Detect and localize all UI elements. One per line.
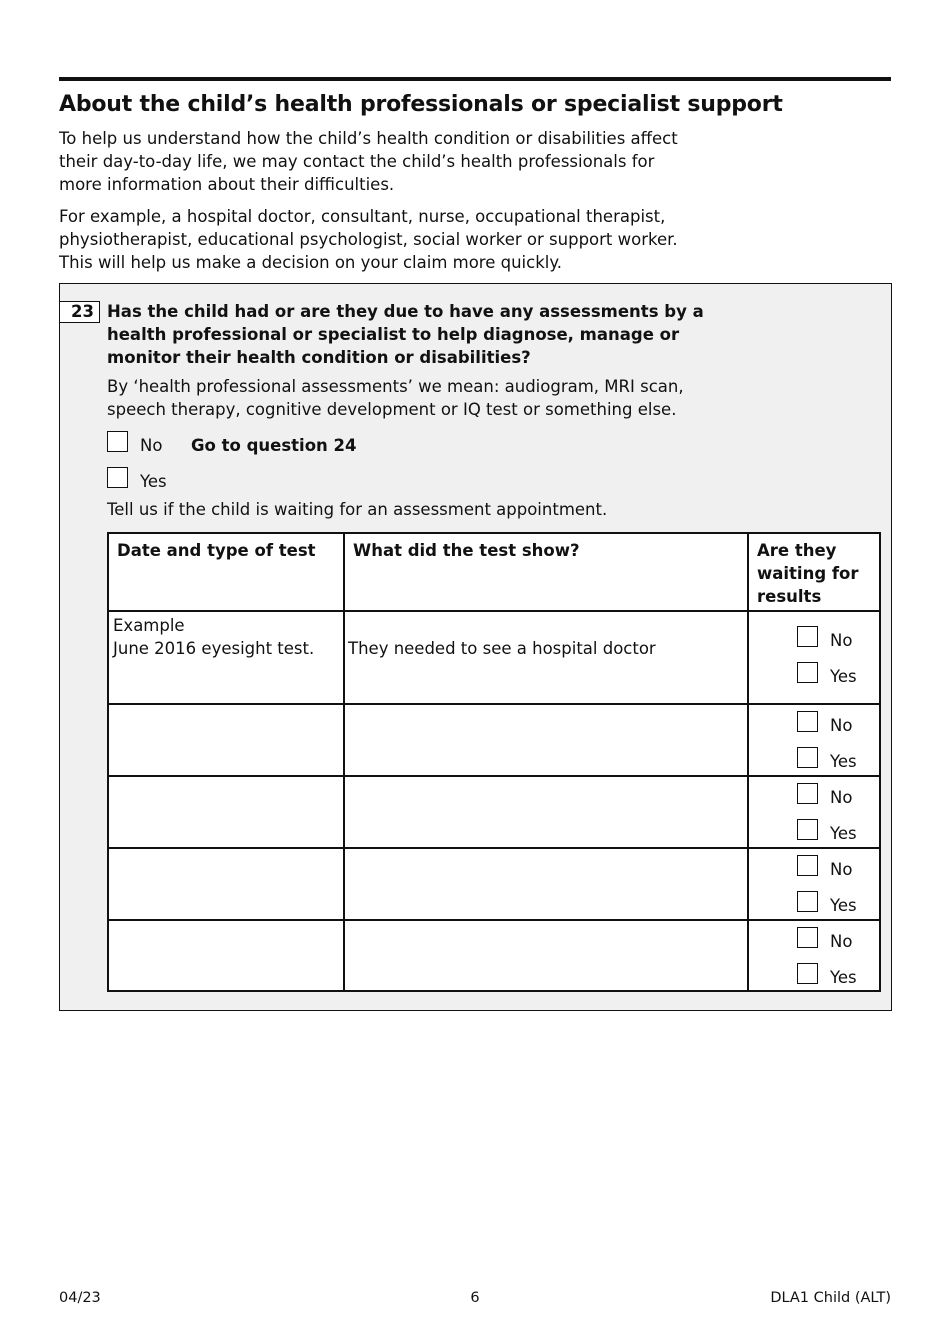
table-column-divider bbox=[747, 532, 749, 992]
question-text: Has the child had or are they due to have any assessments by a health professional or specialist to help diagnose, manage or monitor their health condition or disabilities? bbox=[107, 302, 704, 367]
footer-date-code: 04/23 bbox=[59, 1290, 101, 1306]
example-date-type: June 2016 eyesight test. bbox=[113, 639, 315, 658]
header-waiting-results: Are they waiting for results bbox=[757, 541, 859, 606]
row-1-test-result-cell[interactable] bbox=[345, 704, 747, 775]
row-2-waiting-no-checkbox[interactable] bbox=[797, 783, 818, 804]
table-row-divider bbox=[107, 610, 881, 612]
row-1-date-type-cell[interactable] bbox=[108, 704, 343, 775]
row-4-date-type-cell[interactable] bbox=[108, 920, 343, 990]
intro-paragraph-1: To help us understand how the child’s health condition or disabilities affect their day-to-day life, we may contact the child’s health professionals for more information about their difficulties. bbox=[59, 129, 678, 194]
row-3-date-type-cell[interactable] bbox=[108, 848, 343, 919]
header-test-result: What did the test show? bbox=[353, 541, 580, 560]
go-to-question-instruction: Go to question 24 bbox=[191, 436, 357, 455]
row-3-test-result-cell[interactable] bbox=[345, 848, 747, 919]
waiting-yes-label: Yes bbox=[830, 824, 857, 843]
example-label: Example bbox=[113, 616, 185, 635]
section-title: About the child’s health professionals or specialist support bbox=[59, 92, 783, 117]
example-waiting-yes-checkbox[interactable] bbox=[797, 662, 818, 683]
waiting-yes-label: Yes bbox=[830, 968, 857, 987]
followup-instruction: Tell us if the child is waiting for an assessment appointment. bbox=[107, 500, 608, 519]
row-2-date-type-cell[interactable] bbox=[108, 776, 343, 847]
question-number: 23 bbox=[60, 301, 100, 323]
top-rule bbox=[59, 77, 891, 81]
waiting-no-label: No bbox=[830, 716, 853, 735]
footer-form-code: DLA1 Child (ALT) bbox=[770, 1290, 891, 1306]
row-2-test-result-cell[interactable] bbox=[345, 776, 747, 847]
row-1-waiting-no-checkbox[interactable] bbox=[797, 711, 818, 732]
waiting-yes-label: Yes bbox=[830, 752, 857, 771]
yes-option-label: Yes bbox=[140, 472, 167, 491]
waiting-no-label: No bbox=[830, 631, 853, 650]
waiting-no-label: No bbox=[830, 788, 853, 807]
waiting-no-label: No bbox=[830, 860, 853, 879]
no-checkbox[interactable] bbox=[107, 431, 128, 452]
no-option-label: No bbox=[140, 436, 163, 455]
header-date-type: Date and type of test bbox=[117, 541, 316, 560]
waiting-no-label: No bbox=[830, 932, 853, 951]
example-waiting-no-checkbox[interactable] bbox=[797, 626, 818, 647]
row-4-waiting-yes-checkbox[interactable] bbox=[797, 963, 818, 984]
footer-page-number: 6 bbox=[470, 1290, 480, 1306]
row-3-waiting-yes-checkbox[interactable] bbox=[797, 891, 818, 912]
row-4-waiting-no-checkbox[interactable] bbox=[797, 927, 818, 948]
question-help-text: By ‘health professional assessments’ we mean: audiogram, MRI scan, speech therapy, cognitive development or IQ test or something else. bbox=[107, 377, 684, 419]
example-test-result: They needed to see a hospital doctor bbox=[348, 639, 656, 658]
waiting-yes-label: Yes bbox=[830, 667, 857, 686]
row-1-waiting-yes-checkbox[interactable] bbox=[797, 747, 818, 768]
row-4-test-result-cell[interactable] bbox=[345, 920, 747, 990]
yes-checkbox[interactable] bbox=[107, 467, 128, 488]
row-3-waiting-no-checkbox[interactable] bbox=[797, 855, 818, 876]
row-2-waiting-yes-checkbox[interactable] bbox=[797, 819, 818, 840]
waiting-yes-label: Yes bbox=[830, 896, 857, 915]
intro-paragraph-2: For example, a hospital doctor, consultant, nurse, occupational therapist, physiotherapist, educational psychologist, social worker or support worker. This will help us make a decision on your claim more quickly. bbox=[59, 207, 678, 272]
